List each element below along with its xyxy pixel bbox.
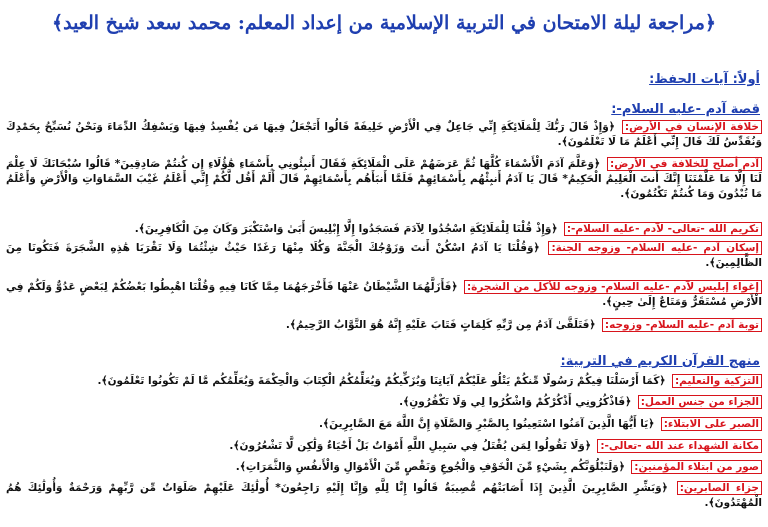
section-heading-methodology: منهج القرآن الكريم في التربية: <box>560 354 760 369</box>
entry-label: الجزاء من جنس العمل: <box>638 395 762 409</box>
story-heading-adam: قصة آدم -عليه السلام-: <box>611 102 760 117</box>
entry-patience <box>6 417 762 432</box>
verse-text: ﴿فَأَزَلَّهُمَا الشَّيْطَانُ عَنْهَا فَأَخْرَجَهُمَا مِمَّا كَانَا فِيهِ وَقُلْنَا اهْبِطُوا بَعْضُكُمْ لِبَعْضٍ عَدُوٌّ وَلَكُمْ فِي الْأَرْضِ مُسْتَقَرٌّ وَمَتَاعٌ إِلَىٰ حِينٍ﴾. <box>6 281 762 308</box>
page-title: ﴿مراجعة ليلة الامتحان في التربية الإسلامية من إعداد المعلم: محمد سعد شيخ العيد﴾ <box>51 12 717 34</box>
entry-khilafa <box>6 120 762 150</box>
entry-label: إسكان آدم -عليه السلام- وزوجه الجنة: <box>548 241 762 255</box>
entry-purification <box>6 374 762 389</box>
verse-text: ﴿فَاذْكُرُونِي أَذْكُرْكُمْ وَاشْكُرُوا لِي وَلَا تَكْفُرُونِ﴾. <box>399 396 632 408</box>
entry-reward-patient <box>6 481 762 511</box>
entry-adam-fit <box>6 157 762 202</box>
verse-text: ﴿يَا أَيُّهَا الَّذِينَ آمَنُوا اسْتَعِينُوا بِالصَّبْرِ وَالصَّلَاةِ إِنَّ اللَّهَ مَعَ الصَّابِرِينَ﴾. <box>319 418 655 430</box>
verse-text: ﴿وَقُلْنَا يَا آدَمُ اسْكُنْ أَنتَ وَزَوْجُكَ الْجَنَّةَ وَكُلَا مِنْهَا رَغَدًا حَيْثُ شِئْتُمَا وَلَا تَقْرَبَا هَٰذِهِ الشَّجَرَةَ فَتَكُونَا مِنَ الظَّالِمِينَ﴾. <box>6 242 762 269</box>
entry-temptation <box>6 280 762 310</box>
entry-label: التزكية والتعليم: <box>672 374 762 388</box>
entry-label: الصبر على الابتلاء: <box>661 417 762 431</box>
verse-text: ﴿وَإِذْ قَالَ رَبُّكَ لِلْمَلَائِكَةِ إِنِّي جَاعِلٌ فِي الْأَرْضِ خَلِيفَةً قَالُوا أَتَجْعَلُ فِيهَا مَن يُفْسِدُ فِيهَا وَيَسْفِكُ الدِّمَاءَ وَنَحْنُ نُسَبِّحُ بِحَمْدِكَ وَنُقَدِّسُ لَكَ قَالَ إِنِّي أَعْلَمُ مَا لَا تَعْلَمُونَ﴾. <box>6 121 762 148</box>
entry-label: آدم أصلح للخلافة في الأرض: <box>607 157 762 171</box>
verse-text: ﴿وَلَا تَقُولُوا لِمَن يُقْتَلُ فِي سَبِيلِ اللَّهِ أَمْوَاتٌ بَلْ أَحْيَاءٌ وَلَٰكِن لَّا تَشْعُرُونَ﴾. <box>229 440 591 452</box>
entry-recompense <box>6 395 762 410</box>
entry-dwelling <box>6 241 762 271</box>
entry-label: توبة آدم -عليه السلام- وزوجه: <box>602 318 762 332</box>
entry-label: خلافة الإنسان في الأرض: <box>622 120 762 134</box>
entry-label: جزاء الصابرين: <box>677 481 762 495</box>
verse-text: ﴿وَلَنَبْلُوَنَّكُم بِشَيْءٍ مِّنَ الْخَوْفِ وَالْجُوعِ وَنَقْصٍ مِّنَ الْأَمْوَالِ وَالْأَنفُسِ وَالثَّمَرَاتِ﴾. <box>235 461 625 473</box>
entry-label: إغواء إبليس لآدم -عليه السلام- وزوجه للأكل من الشجرة: <box>464 280 762 294</box>
entry-label: مكانة الشهداء عند الله -تعالى-: <box>597 439 762 453</box>
verse-text: ﴿وَإِذْ قُلْنَا لِلْمَلَائِكَةِ اسْجُدُوا لِآدَمَ فَسَجَدُوا إِلَّا إِبْلِيسَ أَبَىٰ وَاسْتَكْبَرَ وَكَانَ مِنَ الْكَافِرِينَ﴾. <box>134 223 558 235</box>
verse-text: ﴿فَتَلَقَّىٰ آدَمُ مِن رَّبِّهِ كَلِمَاتٍ فَتَابَ عَلَيْهِ إِنَّهُ هُوَ التَّوَّابُ الرَّحِيمُ﴾. <box>285 319 596 331</box>
verse-text: ﴿كَمَا أَرْسَلْنَا فِيكُمْ رَسُولًا مِّنكُمْ يَتْلُو عَلَيْكُمْ آيَاتِنَا وَيُزَكِّيكُمْ وَيُعَلِّمُكُمُ الْكِتَابَ وَالْحِكْمَةَ وَيُعَلِّمُكُم مَّا لَمْ تَكُونُوا تَعْلَمُونَ﴾. <box>97 375 666 387</box>
entry-trials <box>6 460 762 475</box>
section-heading-memorization: أولاً: آيات الحفظ: <box>649 72 760 87</box>
verse-text: ﴿وَبَشِّرِ الصَّابِرِينَ الَّذِينَ إِذَا أَصَابَتْهُم مُّصِيبَةٌ قَالُوا إِنَّا لِلَّهِ وَإِنَّا إِلَيْهِ رَاجِعُونَ* أُولَٰئِكَ عَلَيْهِمْ صَلَوَاتٌ مِّن رَّبِّهِمْ وَرَحْمَةٌ وَأُولَٰئِكَ هُمُ الْمُهْتَدُونَ﴾. <box>6 482 762 509</box>
entry-honoring <box>6 222 762 237</box>
entry-repentance <box>6 318 762 333</box>
verse-text: ﴿وَعَلَّمَ آدَمَ الْأَسْمَاءَ كُلَّهَا ثُمَّ عَرَضَهُمْ عَلَى الْمَلَائِكَةِ فَقَالَ أَنبِئُونِي بِأَسْمَاءِ هَٰؤُلَاءِ إِن كُنتُمْ صَادِقِينَ* قَالُوا سُبْحَانَكَ لَا عِلْمَ لَنَا إِلَّا مَا عَلَّمْتَنَا إِنَّكَ أَنتَ الْعَلِيمُ الْحَكِيمُ* قَالَ يَا آدَمُ أَنبِئْهُم بِأَسْمَائِهِمْ فَلَمَّا أَنبَأَهُم بِأَسْمَائِهِمْ قَالَ أَلَمْ أَقُل لَّكُمْ إِنِّي أَعْلَمُ غَيْبَ السَّمَاوَاتِ وَالْأَرْضِ وَأَعْلَمُ مَا تُبْدُونَ وَمَا كُنتُمْ تَكْتُمُونَ﴾. <box>6 158 762 200</box>
entry-label: تكريم الله -تعالى- لآدم -عليه السلام-: <box>564 222 762 236</box>
entry-label: صور من ابتلاء المؤمنين: <box>631 460 762 474</box>
entry-martyrs <box>6 439 762 454</box>
